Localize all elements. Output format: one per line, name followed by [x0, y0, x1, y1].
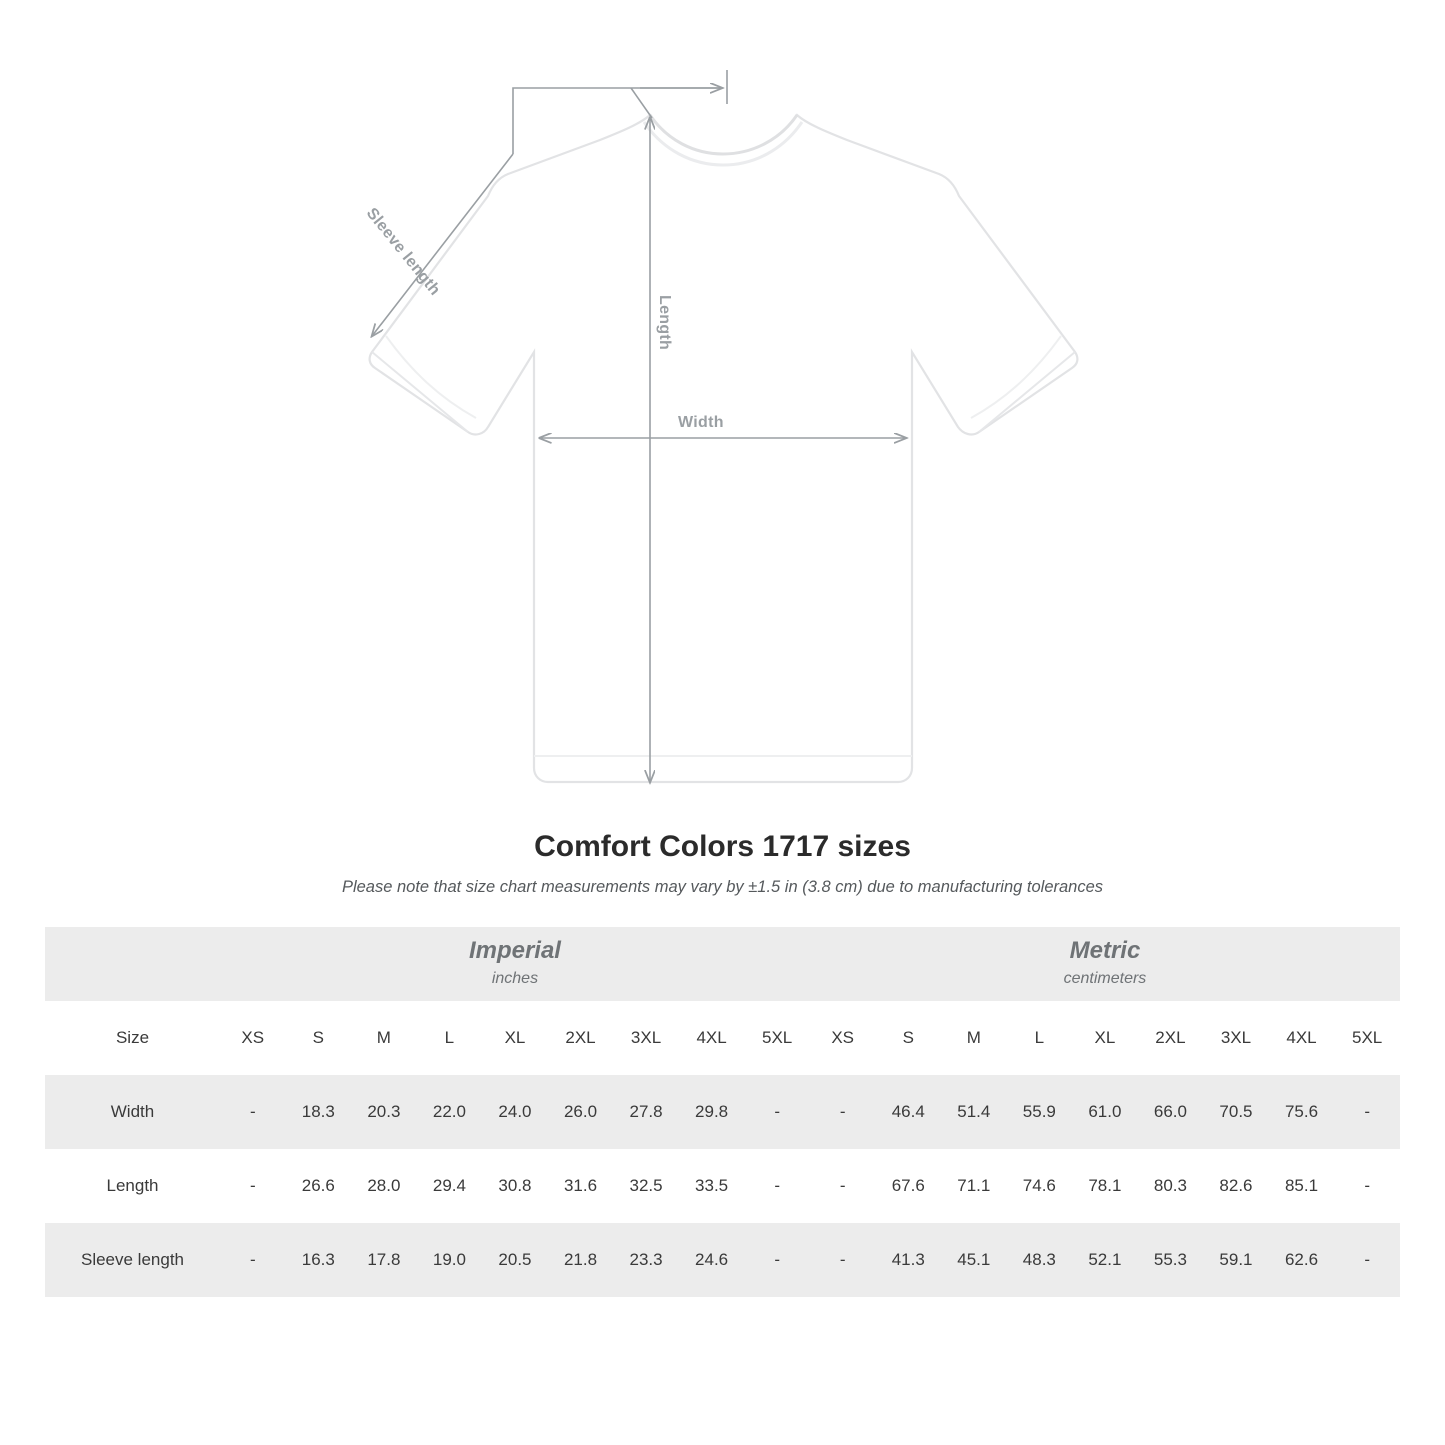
size-table-container: [45, 927, 1400, 1297]
width-imperial-5xl: -: [744, 1075, 810, 1149]
header-imperial-m: M: [351, 1001, 417, 1075]
table-row-sleeve-length: [45, 1223, 1400, 1297]
width-imperial-3xl: 27.8: [613, 1075, 679, 1149]
length-metric-4xl: 85.1: [1269, 1149, 1335, 1223]
length-imperial-2xl: 31.6: [548, 1149, 614, 1223]
row-label-length: Length: [45, 1149, 220, 1223]
width-imperial-l: 22.0: [417, 1075, 483, 1149]
metric-unit-name: Metric: [1069, 937, 1141, 965]
width-metric-m: 51.4: [941, 1075, 1007, 1149]
width-metric-4xl: 75.6: [1269, 1075, 1335, 1149]
header-metric-xs: XS: [810, 1001, 876, 1075]
length-metric-xl: 78.1: [1072, 1149, 1138, 1223]
metric-unit-sub: centimeters: [1063, 970, 1147, 988]
table-row-width: [45, 1075, 1400, 1149]
length-imperial-l: 29.4: [417, 1149, 483, 1223]
header-metric-5xl: 5XL: [1334, 1001, 1400, 1075]
chart-heading-block: [0, 830, 1445, 897]
sleeve-metric-m: 45.1: [941, 1223, 1007, 1297]
size-header-label: Size: [45, 1001, 220, 1075]
header-metric-3xl: 3XL: [1203, 1001, 1269, 1075]
page-title: Comfort Colors 1717 sizes: [534, 830, 911, 863]
header-imperial-5xl: 5XL: [744, 1001, 810, 1075]
tshirt-shape: [370, 115, 1078, 782]
sleeve-metric-xl: 52.1: [1072, 1223, 1138, 1297]
header-metric-l: L: [1007, 1001, 1073, 1075]
size-table: [45, 927, 1400, 1297]
unit-band-row: [45, 927, 1400, 1001]
metric-unit-cell: [810, 927, 1400, 1001]
sleeve-imperial-3xl: 23.3: [613, 1223, 679, 1297]
width-metric-s: 46.4: [875, 1075, 941, 1149]
header-metric-2xl: 2XL: [1138, 1001, 1204, 1075]
imperial-unit-cell: [220, 927, 810, 1001]
header-imperial-xl: XL: [482, 1001, 548, 1075]
imperial-unit-sub: inches: [491, 970, 539, 988]
width-metric-5xl: -: [1334, 1075, 1400, 1149]
header-imperial-4xl: 4XL: [679, 1001, 745, 1075]
header-imperial-3xl: 3XL: [613, 1001, 679, 1075]
unit-band-spacer: [45, 927, 220, 1001]
table-row-length: [45, 1149, 1400, 1223]
header-metric-m: M: [941, 1001, 1007, 1075]
length-metric-5xl: -: [1334, 1149, 1400, 1223]
length-imperial-s: 26.6: [286, 1149, 352, 1223]
row-label-sleeve-length: Sleeve length: [45, 1223, 220, 1297]
header-metric-4xl: 4XL: [1269, 1001, 1335, 1075]
length-metric-3xl: 82.6: [1203, 1149, 1269, 1223]
sleeve-metric-xs: -: [810, 1223, 876, 1297]
width-imperial-s: 18.3: [286, 1075, 352, 1149]
length-imperial-4xl: 33.5: [679, 1149, 745, 1223]
sleeve-length-label: Sleeve length: [362, 205, 444, 299]
size-header-row: [45, 1001, 1400, 1075]
header-imperial-2xl: 2XL: [548, 1001, 614, 1075]
width-imperial-4xl: 29.8: [679, 1075, 745, 1149]
length-metric-xs: -: [810, 1149, 876, 1223]
sleeve-imperial-4xl: 24.6: [679, 1223, 745, 1297]
sleeve-metric-l: 48.3: [1007, 1223, 1073, 1297]
sleeve-metric-4xl: 62.6: [1269, 1223, 1335, 1297]
header-metric-s: S: [875, 1001, 941, 1075]
sleeve-imperial-2xl: 21.8: [548, 1223, 614, 1297]
length-metric-s: 67.6: [875, 1149, 941, 1223]
length-metric-2xl: 80.3: [1138, 1149, 1204, 1223]
sleeve-imperial-s: 16.3: [286, 1223, 352, 1297]
sleeve-imperial-5xl: -: [744, 1223, 810, 1297]
width-metric-2xl: 66.0: [1138, 1075, 1204, 1149]
header-metric-xl: XL: [1072, 1001, 1138, 1075]
width-imperial-2xl: 26.0: [548, 1075, 614, 1149]
width-metric-3xl: 70.5: [1203, 1075, 1269, 1149]
width-imperial-xl: 24.0: [482, 1075, 548, 1149]
imperial-unit-name: Imperial: [468, 937, 561, 965]
width-imperial-xs: -: [220, 1075, 286, 1149]
width-imperial-m: 20.3: [351, 1075, 417, 1149]
sleeve-metric-5xl: -: [1334, 1223, 1400, 1297]
header-imperial-xs: XS: [220, 1001, 286, 1075]
length-imperial-xs: -: [220, 1149, 286, 1223]
header-imperial-l: L: [417, 1001, 483, 1075]
width-metric-l: 55.9: [1007, 1075, 1073, 1149]
sleeve-imperial-xs: -: [220, 1223, 286, 1297]
width-label: Width: [678, 414, 724, 431]
sleeve-metric-2xl: 55.3: [1138, 1223, 1204, 1297]
sleeve-metric-3xl: 59.1: [1203, 1223, 1269, 1297]
length-metric-l: 74.6: [1007, 1149, 1073, 1223]
length-imperial-xl: 30.8: [482, 1149, 548, 1223]
tolerance-note: Please note that size chart measurements may vary by ±1.5 in (3.8 cm) due to manufacturing tolerances: [341, 878, 1104, 896]
sleeve-imperial-m: 17.8: [351, 1223, 417, 1297]
sleeve-imperial-xl: 20.5: [482, 1223, 548, 1297]
length-imperial-5xl: -: [744, 1149, 810, 1223]
width-metric-xs: -: [810, 1075, 876, 1149]
header-imperial-s: S: [286, 1001, 352, 1075]
sleeve-metric-s: 41.3: [875, 1223, 941, 1297]
width-metric-xl: 61.0: [1072, 1075, 1138, 1149]
sleeve-imperial-l: 19.0: [417, 1223, 483, 1297]
row-label-width: Width: [45, 1075, 220, 1149]
length-imperial-3xl: 32.5: [613, 1149, 679, 1223]
length-label: Length: [656, 295, 673, 351]
length-metric-m: 71.1: [941, 1149, 1007, 1223]
length-imperial-m: 28.0: [351, 1149, 417, 1223]
